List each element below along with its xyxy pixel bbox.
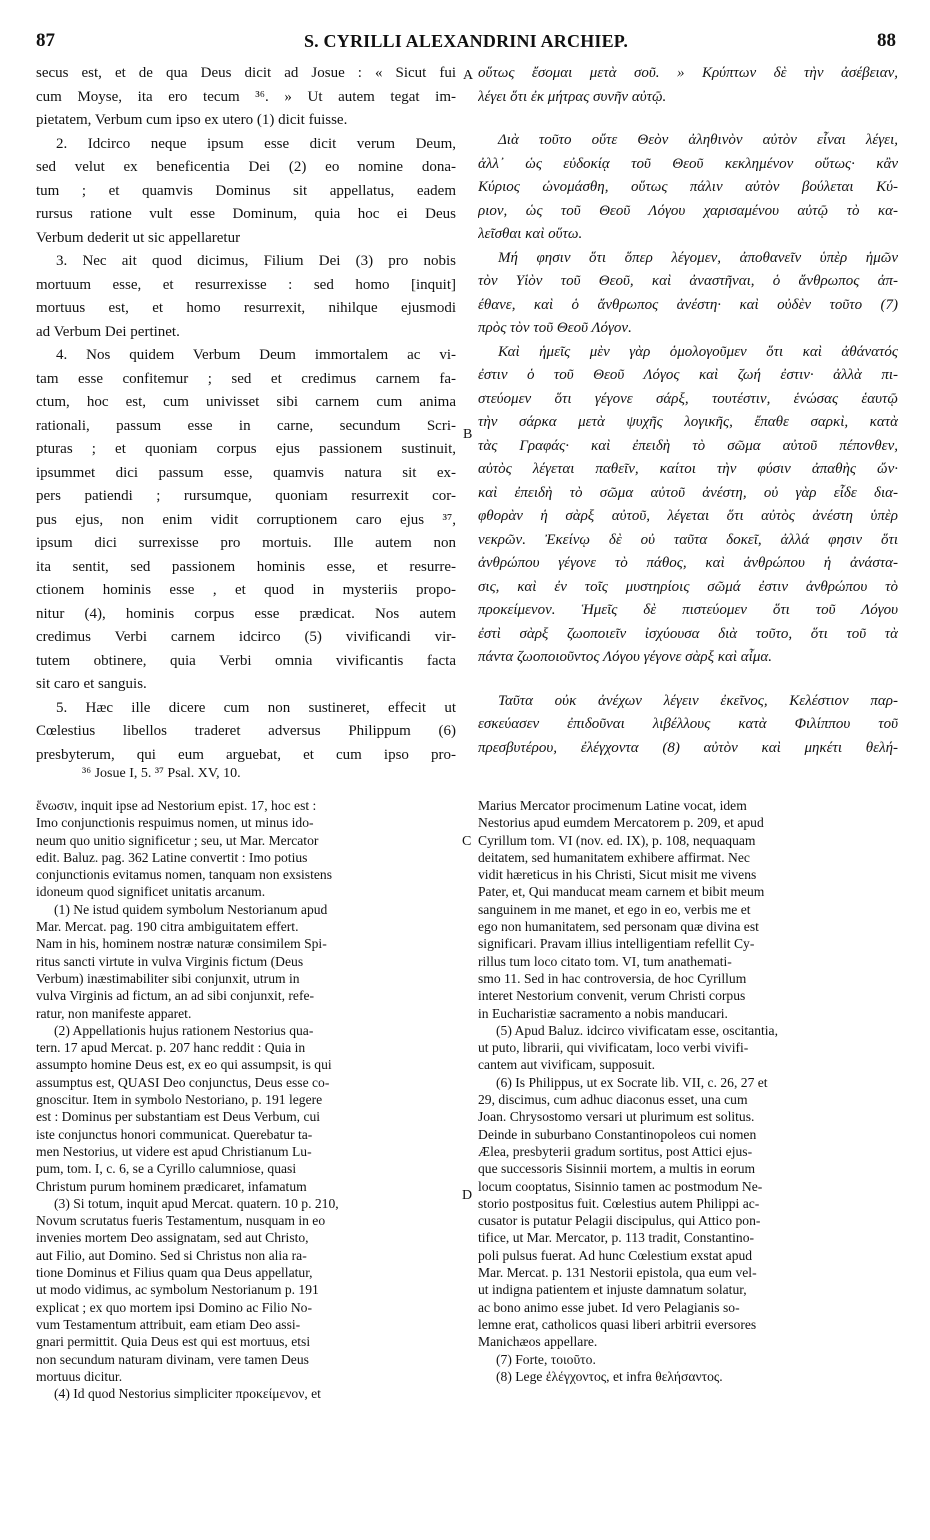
latin-line: mortuum esse, et resurrexisse : sed homo [inquit] — [36, 276, 456, 293]
greek-line: πάντα ζωοποιοῦντος Λόγου γέγονε σὰρξ καὶ αἷμα. — [478, 649, 772, 665]
latin-line: tum ; et quamvis Dominus sit appellatus, eadem — [36, 182, 456, 199]
latin-line: Verbum dederit ut sic appellaretur — [36, 229, 241, 246]
note-line: sanguinem in me manet, et ego in eo, verbis me et — [478, 901, 751, 917]
latin-line: ipsummet dici passum esse, quamvis natura sit ex- — [36, 464, 456, 481]
greek-line: αὐτὸς λέγεται παθεῖν, καίτοι τὴν φύσιν ἀπαθὴς ὤν· — [478, 461, 898, 477]
latin-line: presbyterum, qui eum arguebat, et cum ipso pro- — [36, 746, 456, 763]
note-line: in Eucharistiæ sacramento a nobis manducari. — [478, 1005, 728, 1021]
note-line: conjunctionis evitamus nomen, tanquam non exsistens — [36, 867, 332, 883]
note-line: ratur, non manifeste apparet. — [36, 1005, 192, 1021]
note-line: Novum scrutatus fueris Testamentum, nusquam in eo — [36, 1213, 326, 1229]
greek-line: φθορὰν ἡ σὰρξ αὐτοῦ, λέγεται ὅτι αὐτὸς ἀνέστη ὑπὲρ — [478, 508, 898, 524]
latin-line: credimus Verbi carnem idcirco (5) vivificandi vir- — [36, 629, 456, 645]
note-line: neum quo unitio significetur ; seu, ut Mar. Mercator — [36, 832, 319, 848]
latin-line: pietatem, Verbum cum ipso ex utero (1) dicit fuisse. — [36, 112, 348, 128]
latin-column — [36, 62, 456, 767]
note-line: Joan. Chrysostomo versari ut plurimum est solitus. — [478, 1109, 755, 1125]
greek-line: Διὰ τοῦτο οὔτε Θεὸν ἀληθινὸν αὐτὸν εἶναι λέγει, — [498, 132, 898, 148]
note-line: Pater, et, Qui manducat meam carnem et bibit meum — [478, 884, 765, 900]
note-line: assumpto homine Deus est, ex eo qui assumpsit, is qui — [36, 1057, 332, 1073]
greek-line: πρεσβυτέρου, ἐλέγχοντα (8) αὐτὸν καὶ μηκέτι θελή- — [478, 739, 898, 756]
note-line: (5) Apud Baluz. idcirco vivificatam esse, oscitantia, — [496, 1022, 778, 1038]
greek-line: ἐστὶ σὰρξ ζωοποιεῖν ἰσχύουσα διὰ τοῦτο, ὅτι τοῦ τὰ — [478, 625, 898, 642]
note-line: tifice, ut Mar. Mercator, p. 113 tradit, Constantino- — [478, 1230, 755, 1246]
greek-line: τὴν σάρκα μετὰ ψυχῆς λογικῆς, ἔπαθε σαρκὶ, κατὰ — [478, 414, 898, 430]
greek-column — [478, 62, 898, 760]
note-line: assumptus est, QUASI Deo conjunctus, Deus esse co- — [36, 1074, 330, 1090]
latin-line: Cœlestius libellos traderet adversus Philippum (6) — [36, 723, 456, 739]
greek-line: προκείμενον. Ἡμεῖς δὲ πιστεύομεν ὅτι τοῦ Λόγου — [478, 602, 898, 618]
greek-line: οὕτως ἔσομαι μετὰ σοῦ. » Κρύπτων δὲ τὴν ἀσέβειαν, — [478, 65, 898, 81]
note-line: non secundum naturam divinam, vere tamen Deus — [36, 1351, 309, 1367]
note-line: que successoris Sisinnii mortem, a multis in eorum — [478, 1161, 756, 1177]
greek-line: Μή φησιν ὅτι ὅπερ λέγομεν, ἀποθανεῖν ὑπὲρ ἡμῶν — [498, 249, 898, 266]
greek-line: Ταῦτα οὐκ ἀνέχων λέγειν ἐκεῖνος, Κελέστιον παρ- — [498, 692, 898, 709]
greek-line: ἀνθρώπου γέγονε τὸ πάθος, καὶ ἀνθρώπου ἡ ἀνάστα- — [478, 555, 898, 571]
note-line: cantem aut vivificam, supposuit. — [478, 1057, 656, 1073]
greek-line: Καὶ ἡμεῖς μὲν γὰρ ὁμολογοῦμεν ὅτι καὶ ἀθάνατός — [498, 343, 898, 360]
note-line: ut indigna patientem et injuste damnatum solatur, — [478, 1282, 747, 1298]
note-line: Mar. Mercat. pag. 190 citra ambiguitatem effert. — [36, 919, 299, 935]
note-line: Marius Mercator procimenum Latine vocat, idem — [478, 798, 747, 813]
latin-line: cum Moyse, ita ero tecum ³⁶. » Ut autem tegat im- — [36, 88, 456, 105]
greek-line: εσκεύασεν ἐπιδοῦναι λιβέλλους κατὰ Φιλίππου τοῦ — [478, 716, 898, 732]
latin-line: mortuus est, et homo resurrexit, nihilque ejusmodi — [36, 300, 456, 316]
latin-line: sed velut ex beneficentia Dei (2) eo nomine dona- — [36, 159, 456, 175]
note-line: Manichæos appellare. — [478, 1334, 598, 1350]
note-line: aut Filio, aut Domino. Sed si Christus non alia ra- — [36, 1247, 307, 1263]
paragraph-gap — [478, 670, 898, 690]
latin-line: pers patiendi ; rursumque, quoniam resurrexit cor- — [36, 488, 456, 504]
greek-line: Κύριος ὠνομάσθη, οὕτως πάλιν αὐτὸν βούλεται Κύ- — [478, 179, 898, 195]
note-line: idoneum quod significet unitatis arcanum. — [36, 884, 266, 900]
latin-line: pturas ; et quoniam corpus ejus passionem sustinuit, — [36, 441, 456, 457]
note-line: (7) Forte, τοιοῦτο. — [496, 1351, 596, 1367]
notes-right-column — [478, 797, 898, 1385]
note-line: gnoscitur. Item in symbolo Nestoriano, p. 191 legere — [36, 1092, 323, 1108]
greek-line: τὰς Γραφάς· καὶ ἐπειδὴ τὸ σῶμα αὐτοῦ πέπονθεν, — [478, 437, 898, 454]
greek-line: νεκρῶν. Ἐκείνῳ δὲ οὐ ταῦτα δοκεῖ, ἀλλά φησιν ὅτι — [478, 531, 898, 548]
latin-line: secus est, et de qua Deus dicit ad Josue : « Sicut fui — [36, 65, 456, 81]
note-line: Nestorius apud eumdem Mercatorem p. 209, et apud — [478, 815, 764, 831]
note-line: vum Testamentum attribuit, eam etiam Deo assi- — [36, 1316, 301, 1332]
note-line: poli pulsus fuerat. Ad hunc Cœlestium exstat apud — [478, 1247, 753, 1263]
note-line: Verbum) inæstimabiliter sibi conjunxit, utrum in — [36, 970, 300, 986]
note-line: gnari permittit. Quia Deus est qui est mortuus, etsi — [36, 1334, 311, 1350]
note-line: edit. Baluz. pag. 362 Latine convertit : Imo potius — [36, 849, 308, 865]
greek-line: καὶ ἐπειδὴ τὸ σῶμα αὐτοῦ ἀνέστη, οὐ γὰρ εἶδε δια- — [478, 484, 898, 501]
margin-letter-c: C — [462, 834, 472, 849]
latin-line: tam esse confitemur ; sed et credimus carnem fa- — [36, 370, 456, 387]
greek-line: ἀλλ᾽ ὡς εὐδοκίᾳ τοῦ Θεοῦ κεκλημένον οὕτως· κἂν — [478, 155, 898, 172]
latin-line: ipsum dici surrexisse pro mortuis. Ille autem non — [36, 535, 456, 551]
note-line: est : Dominus per substantiam est Deus Verbum, cui — [36, 1109, 321, 1125]
note-line: Deinde in suburbano Constantinopoleos cui nomen — [478, 1126, 757, 1142]
margin-letter-b: B — [463, 427, 473, 442]
note-line: smo 11. Sed in hac controversia, de hoc Cyrillum — [478, 970, 747, 986]
latin-line: 5. Hæc ille dicere cum non sustineret, effecit ut — [56, 699, 456, 716]
note-line: Ælea, presbyterii gradum sortitus, post Attici ejus- — [478, 1143, 753, 1159]
note-line: (8) Lege ἐλέγχοντος, et infra θελήσαντος. — [496, 1368, 723, 1384]
note-line: (6) Is Philippus, ut ex Socrate lib. VII, c. 26, 27 et — [496, 1074, 768, 1090]
greek-line: πρὸς τὸν τοῦ Θεοῦ Λόγον. — [478, 320, 632, 336]
note-line: rillus tum loco citato tom. VI, tum anathemati- — [478, 953, 732, 969]
note-line: (1) Ne istud quidem symbolum Nestorianum apud — [54, 901, 328, 917]
note-line: iste conjunctus honori communicat. Querebatur ta- — [36, 1126, 313, 1142]
note-line: ἕνωσιν, inquit ipse ad Nestorium epist. 17, hoc est : — [36, 798, 317, 813]
note-line: ut puto, librarii, qui vivificatam, loco verbi vivifi- — [478, 1040, 749, 1056]
note-line: (2) Appellationis hujus rationem Nestorius qua- — [54, 1022, 314, 1038]
note-line: lemne erat, catholicos quasi liberi arbitrii eversores — [478, 1316, 757, 1332]
note-line: ritus sancti virtute in vulva Virginis fictum (Deus — [36, 953, 304, 969]
note-line: interet Nestorium convenit, verum Christi corpus — [478, 988, 746, 1004]
latin-line: ctum, hoc est, cum univisset sibi carnem cum anima — [36, 394, 456, 410]
note-line: deitatem, sed humanitatem exhibere affirmat. Nec — [478, 849, 750, 865]
latin-line: tutem obtinere, quia Verbi omnia vivificantis facta — [36, 652, 456, 669]
note-line: Cyrillum tom. VI (nov. ed. IX), p. 108, nequaquam — [478, 832, 756, 848]
notes-left-column — [36, 797, 454, 1402]
page-number-right: 88 — [877, 30, 896, 51]
latin-line: ctionem hominis esse , et quod in mysteriis propo- — [36, 582, 456, 598]
note-line: explicat ; ex quo mortem ipsi Domino ac Filio No- — [36, 1299, 312, 1315]
note-line: ego non humanitatem, sed personam quæ divina est — [478, 919, 759, 935]
greek-line: ριον, ὡς τοῦ Θεοῦ Λόγου χαρισαμένου αὐτῷ τὸ κα- — [478, 202, 898, 219]
note-line: 29, discimus, cum adhuc diaconus esset, una cum — [478, 1092, 748, 1108]
note-line: invenies mortem Deo assignatam, sed aut Christo, — [36, 1230, 309, 1246]
latin-line: ita sentit, sed passionem hominis esse, et resurre- — [36, 558, 456, 575]
greek-line: στεύομεν ὅτι γέγονε σάρξ, τουτέστιν, ἑνώσας ἑαυτῷ — [478, 390, 898, 407]
latin-line: 2. Idcirco neque ipsum esse dicit verum Deum, — [56, 135, 456, 152]
margin-letter-d: D — [462, 1188, 473, 1203]
note-line: tione Dominus et Filius quam qua Deus appellatur, — [36, 1265, 313, 1281]
greek-line: ἐστιν ὁ τοῦ Θεοῦ Λόγος καὶ ζωή ἐστιν· ἀλλὰ πι- — [478, 367, 898, 383]
note-line: Mar. Mercat. p. 131 Nestorii epistola, qua eum vel- — [478, 1265, 757, 1281]
note-line: vidit hæreticus in his Christi, Sicut misit me vivens — [478, 867, 757, 883]
note-line: locum cooptatus, Sisinnio tamen ac postmodum Ne- — [478, 1178, 763, 1194]
greek-line: τὸν Υἱὸν τοῦ Θεοῦ, καὶ ἀναστῆναι, ὁ ἄνθρωπος ἀπ- — [478, 273, 898, 289]
greek-line: έθανε, καὶ ὁ ἄνθρωπος ἀνέστη· καὶ οὐδὲν τοῦτο (7) — [478, 296, 898, 313]
scripture-references: ³⁶ Josue I, 5. ³⁷ Psal. XV, 10. — [82, 766, 241, 781]
note-line: mortuus dicitur. — [36, 1368, 123, 1384]
note-line: men Nestorius, ut videre est apud Christianum Lu- — [36, 1143, 312, 1159]
note-line: tern. 17 apud Mercat. p. 207 hanc reddit : Quia in — [36, 1040, 306, 1056]
latin-line: 4. Nos quidem Verbum Deum immortalem ac vi- — [56, 347, 456, 363]
margin-letter-a: A — [463, 68, 474, 83]
greek-line: λέγει ὅτι ἐκ μήτρας συνῆν αὐτῷ. — [478, 88, 667, 105]
note-line: Nam in his, hominem nostræ naturæ consimilem Spi- — [36, 936, 327, 952]
latin-line: rursus ratione vult esse Dominum, quia hoc ei Deus — [36, 206, 456, 222]
latin-line: nitur (4), hominis corpus esse prædicat. Nos autem — [36, 605, 456, 622]
latin-line: ad Verbum Dei pertinet. — [36, 323, 180, 340]
running-title: S. CYRILLI ALEXANDRINI ARCHIEP. — [303, 31, 629, 51]
note-line: cusator is putatur Pelagii discipulus, qui Attico pon- — [478, 1213, 761, 1229]
note-line: significari. Pravam illius intelligentiam refellit Cy- — [478, 936, 755, 952]
note-line: Imo conjunctionis respuimus nomen, ut minus ido- — [36, 815, 314, 831]
note-line: ut modo vidimus, ac symbolum Nestorianum p. 191 — [36, 1282, 319, 1298]
note-line: Christum purum hominem prædicaret, infamatum — [36, 1178, 307, 1194]
note-line: storio postpositus fuit. Cœlestius autem Philippi ac- — [478, 1195, 760, 1211]
latin-line: 3. Nec ait quod dicimus, Filium Dei (3) pro nobis — [56, 253, 456, 269]
note-line: vulva Virginis ad fictum, an ad sibi conjunxit, refe- — [36, 988, 315, 1004]
greek-line: λεῖσθαι καὶ οὕτω. — [478, 226, 583, 242]
note-line: ac bono animo esse jubet. Id vero Pelagianis so- — [478, 1299, 740, 1315]
note-line: (4) Id quod Nestorius simpliciter προκείμενον, et — [54, 1386, 321, 1402]
note-line: (3) Si totum, inquit apud Mercat. quatern. 10 p. 210, — [54, 1195, 339, 1211]
latin-line: rationali, passum esse in carne, secundum Scri- — [36, 417, 456, 434]
page-number-left: 87 — [36, 30, 55, 51]
note-line: pum, tom. I, c. 6, se a Cyrillo calumniose, quasi — [36, 1161, 297, 1177]
latin-line: pus ejus, non enim vidit corruptionem caro ejus ³⁷, — [36, 511, 456, 528]
running-head — [36, 30, 896, 56]
greek-line: σις, καὶ ἐν τοῖς μυστηρίοις σῶμά ἐστιν ἀνθρώπου τὸ — [478, 578, 898, 595]
paragraph-gap — [478, 109, 898, 129]
latin-line: sit caro et sanguis. — [36, 676, 147, 692]
